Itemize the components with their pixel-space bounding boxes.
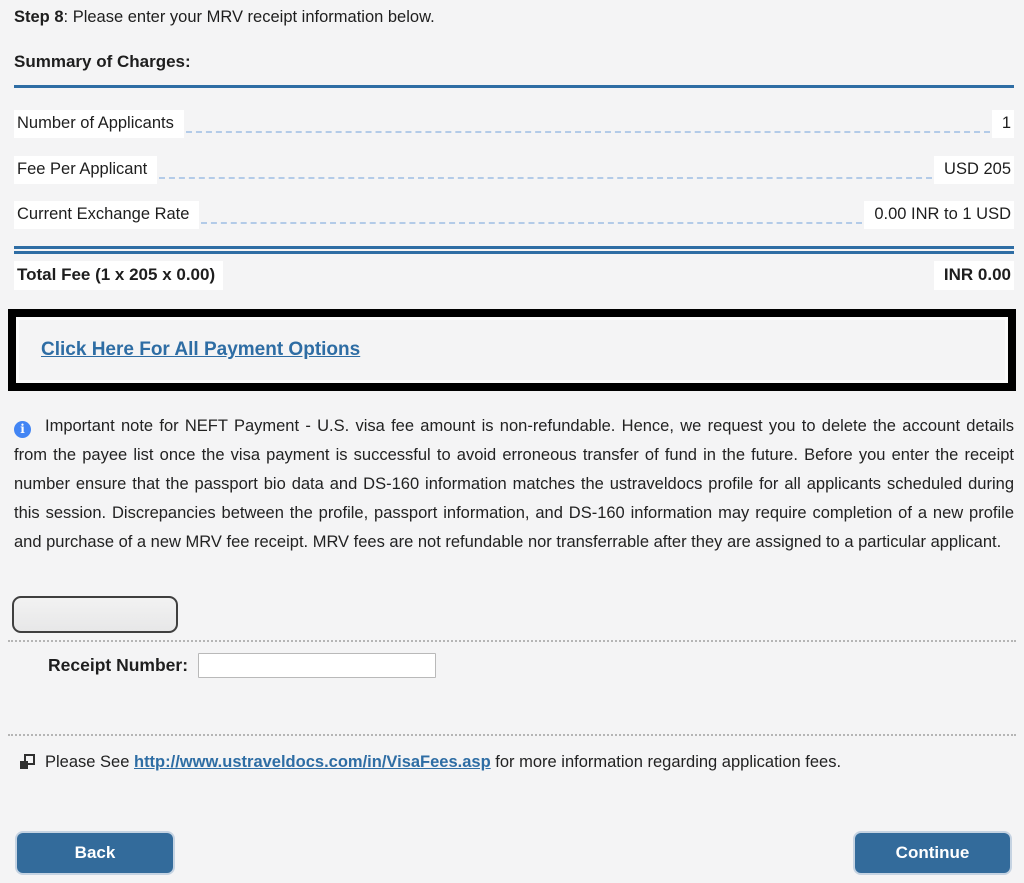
- summary-of-charges-title: Summary of Charges:: [14, 52, 191, 71]
- fee-row-label: Number of Applicants: [14, 110, 184, 138]
- payment-options-box: [8, 309, 1016, 391]
- neft-note-text: Important note for NEFT Payment - U.S. visa fee amount is non-refundable. Hence, we request you to delete the account details from the payee list once the visa payment is successful to avoid erroneous transfer of fund in the future. Before you enter the receipt number ensure that the passport bio data and DS-160 information matches the ustraveldocs profile for all applicants scheduled during this session. Discrepancies between the profile, passport information, and DS-160 information may require completion of a new profile and purchase of a new MRV fee receipt. MRV fees are not refundable nor transferrable after they are assigned to a particular applicant.: [14, 417, 1014, 551]
- back-button[interactable]: Back: [17, 833, 173, 873]
- fee-row-exchange-rate: [14, 201, 1014, 229]
- dotted-leader: [201, 201, 862, 224]
- fee-row-number-of-applicants: [14, 110, 1014, 138]
- neft-important-note: [14, 412, 1014, 557]
- step-text: : Please enter your MRV receipt information below.: [63, 8, 435, 26]
- fee-row-value: 1: [992, 110, 1014, 138]
- total-fee-row: [14, 261, 1014, 290]
- external-window-icon: [20, 754, 35, 769]
- visa-fees-info-line: [20, 753, 1014, 772]
- payment-options-link[interactable]: Click Here For All Payment Options: [41, 339, 361, 360]
- fee-row-label: Current Exchange Rate: [14, 201, 199, 229]
- dotted-divider-top: [8, 640, 1016, 642]
- step-instruction: [14, 8, 1014, 27]
- empty-grey-button[interactable]: [12, 596, 178, 633]
- fee-row-fee-per-applicant: [14, 156, 1014, 184]
- step-number: Step 8: [14, 8, 64, 26]
- dotted-leader: [186, 110, 990, 133]
- divider-blue-rule: [14, 85, 1014, 88]
- fee-row-label: Fee Per Applicant: [14, 156, 157, 184]
- dotted-divider-bottom: [8, 734, 1016, 736]
- fee-row-value: USD 205: [934, 156, 1014, 184]
- dotted-leader: [159, 156, 932, 179]
- receipt-number-row: [48, 653, 436, 678]
- divider-double-blue-rule: [14, 246, 1014, 254]
- fee-row-value: 0.00 INR to 1 USD: [864, 201, 1014, 229]
- continue-button[interactable]: Continue: [855, 833, 1010, 873]
- visa-fees-link[interactable]: http://www.ustraveldocs.com/in/VisaFees.asp: [133, 753, 491, 771]
- total-fee-label: Total Fee (1 x 205 x 0.00): [14, 261, 223, 290]
- info-icon: i: [14, 421, 31, 438]
- total-fee-value: INR 0.00: [934, 261, 1014, 290]
- receipt-number-label: Receipt Number:: [48, 655, 189, 675]
- see-line-suffix: for more information regarding application fees.: [490, 753, 842, 771]
- see-line-prefix: Please See: [45, 753, 134, 771]
- receipt-number-input[interactable]: [198, 653, 436, 678]
